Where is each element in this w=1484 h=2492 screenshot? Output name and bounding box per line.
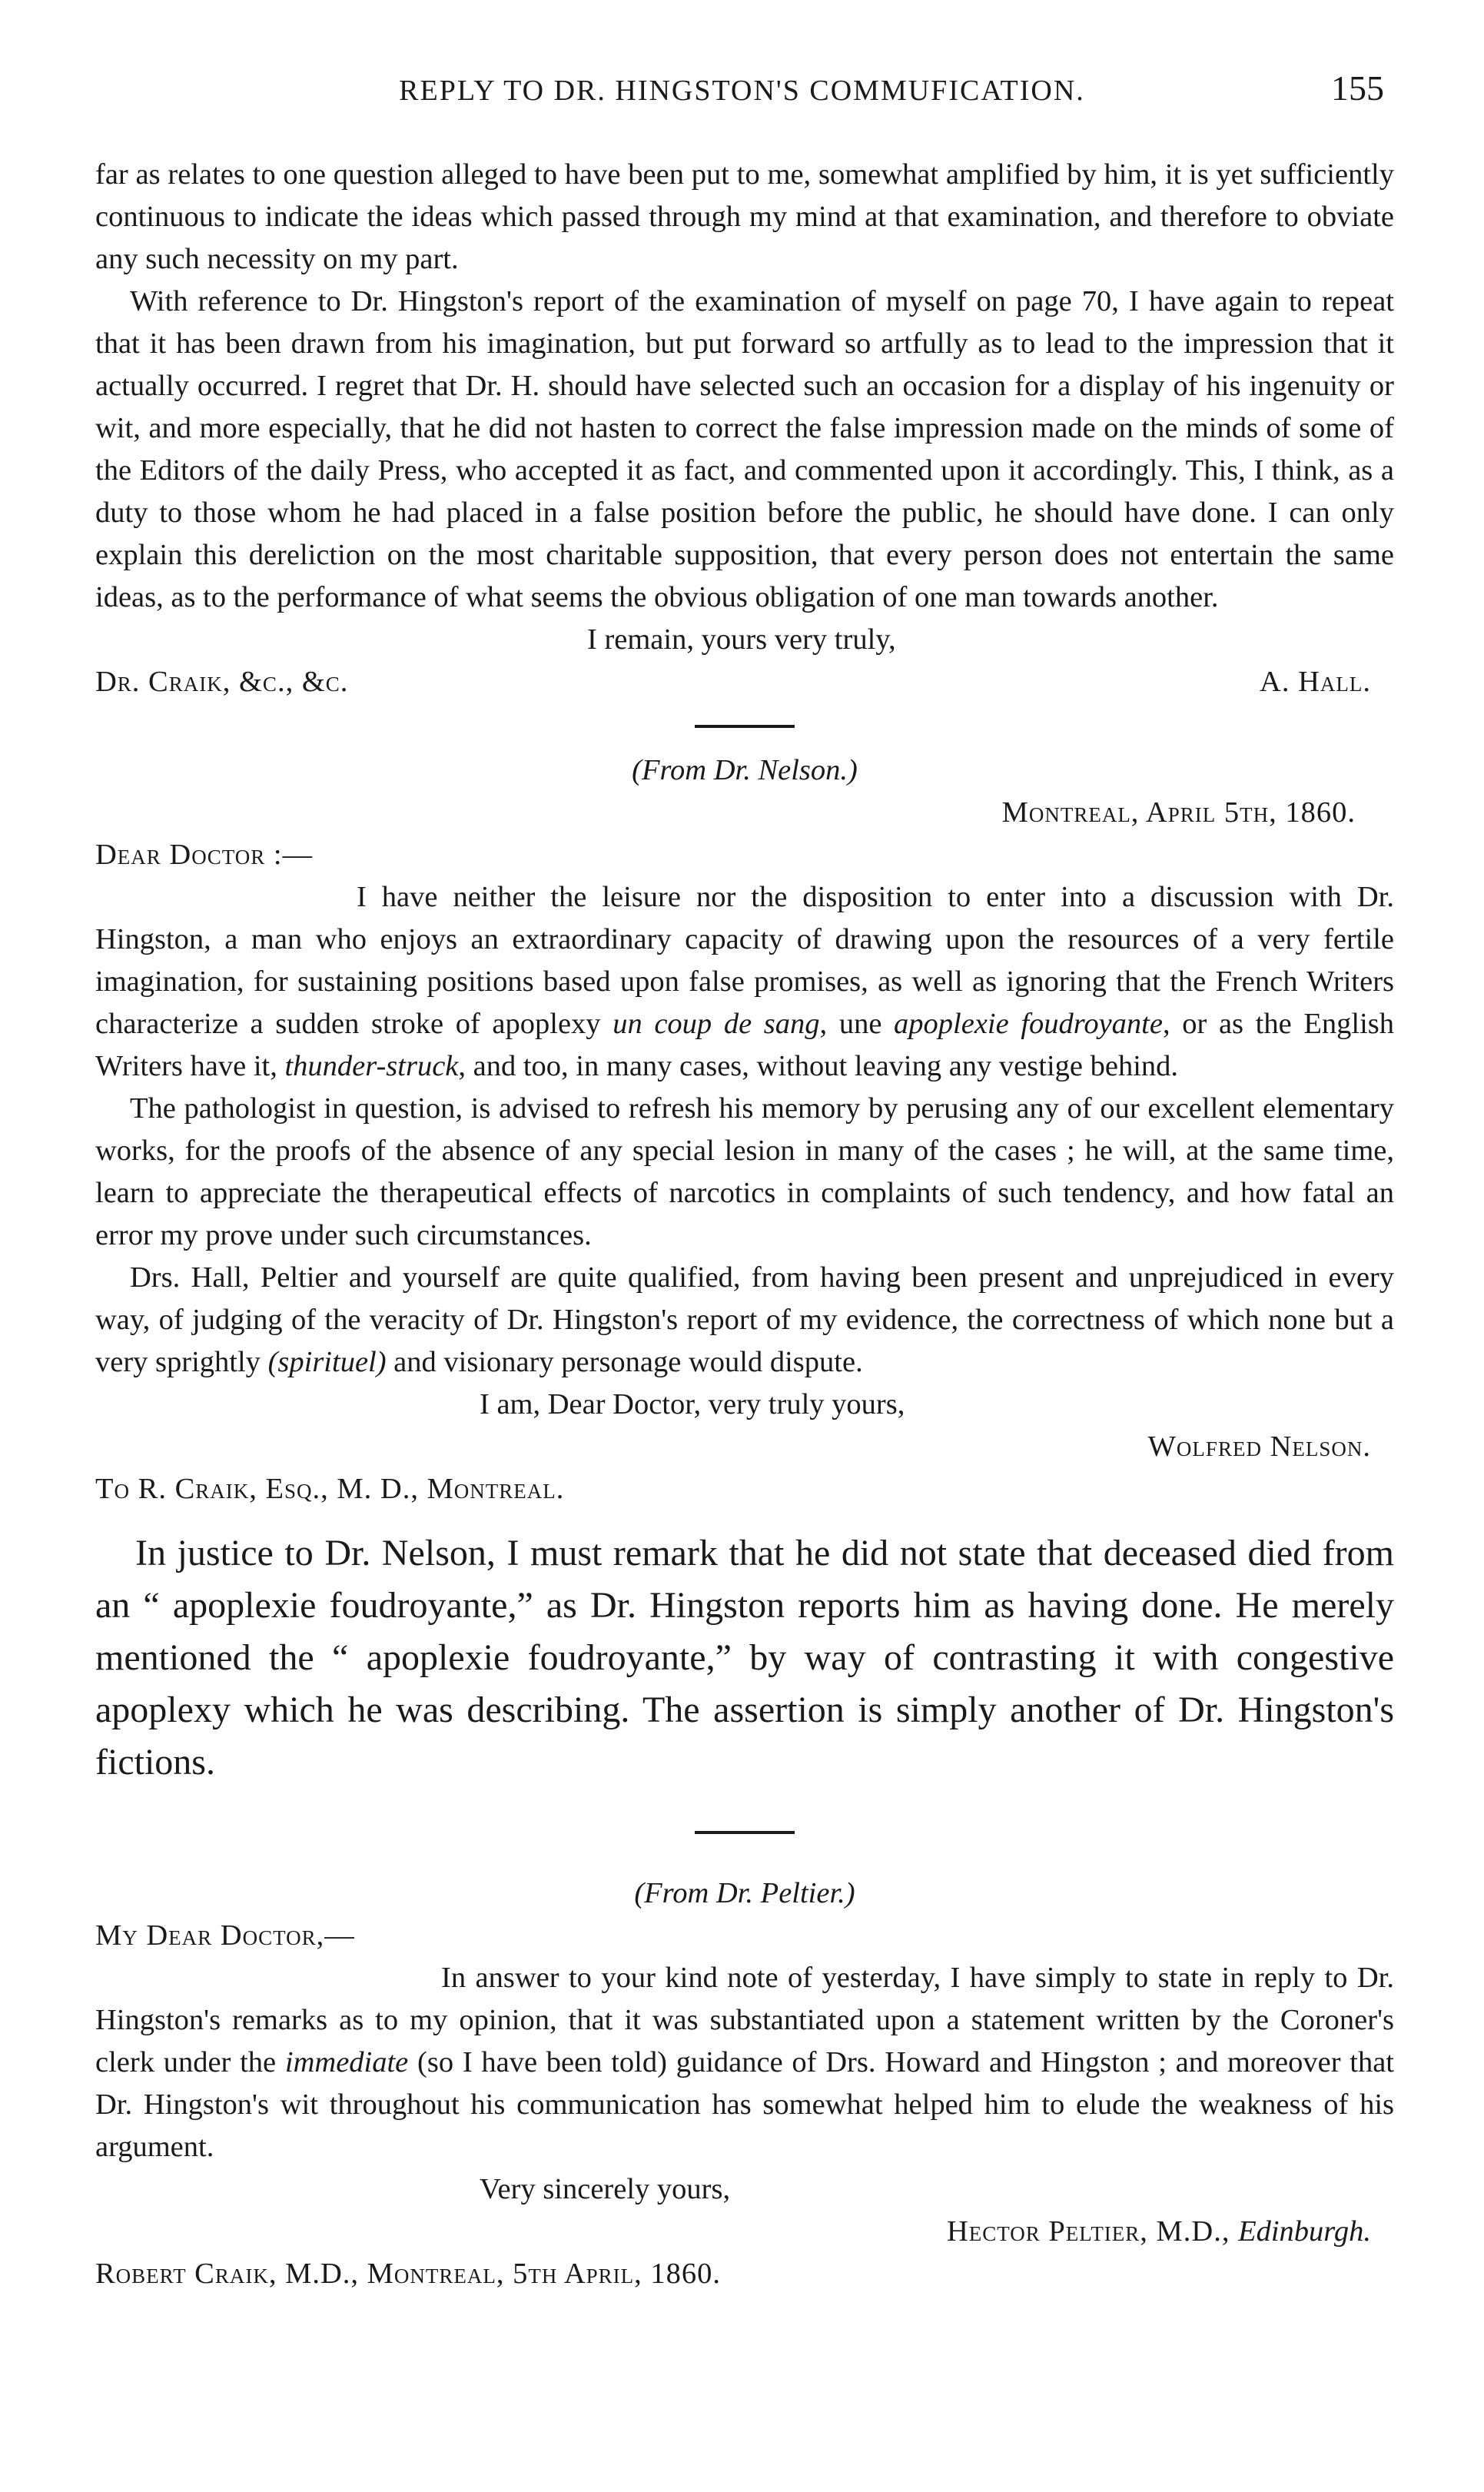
nelson-salutation: Dear Doctor :— — [95, 839, 314, 871]
peltier-heading: (From Dr. Peltier.) — [634, 1877, 855, 1909]
nelson-addressee: To R. Craik, Esq., M. D., Montreal. — [95, 1473, 565, 1505]
peltier-salutation-row — [95, 1915, 1394, 1957]
author-remark: In justice to Dr. Nelson, I must remark that he did not state that deceased died from an “ apoplexie foudroyante,” as Dr. Hingston reports him as having done. He merely mentioned the “ apoplexie foudroyante,” by way of contrasting it with congestive apoplexy which he was describing. The assertion is simply another of Dr. Hingston's fictions. — [95, 1533, 1394, 1783]
nelson-paragraph-1: I have neither the leisure nor the disposition to enter into a discussion with Dr. Hingston, a man who enjoys an extraordinary capacity of drawing upon the resources of a very fertile imagination, for sustaining positions based upon false promises, as well as ignoring that the French Writers characterize a sudden stroke of apoplexy un coup de sang, une apoplexie foudroyante, or as the English Writers have it, thunder-struck, and too, in many cases, without leaving any vestige behind. — [95, 881, 1394, 1082]
peltier-signature: Hector Peltier, M.D., Edinburgh. — [946, 2215, 1371, 2248]
nelson-dateline: Montreal, April 5th, 1860. — [1001, 796, 1356, 829]
nelson-signature: Wolfred Nelson. — [1147, 1430, 1371, 1463]
hall-closing-row — [95, 619, 1394, 661]
nelson-salutation-row — [95, 834, 1394, 876]
nelson-paragraph-2: The pathologist in question, is advised to refresh his memory by perusing any of our excellent elementary works, for the proofs of the absence of any special lesion in many of the cases ; he will, at the same time, learn to appreciate the therapeutical effects of narcotics in complaints of such tendency, and how fatal an error my prove under such circumstances. — [95, 1092, 1394, 1251]
peltier-addressee: Robert Craik, M.D., Montreal, 5th April, 1860. — [95, 2258, 722, 2290]
hall-closing: I remain, yours very truly, — [587, 623, 896, 656]
running-head — [100, 68, 1384, 121]
peltier-signature-row — [95, 2211, 1394, 2253]
peltier-salutation: My Dear Doctor,— — [95, 1919, 355, 1952]
nelson-heading: (From Dr. Nelson.) — [632, 754, 858, 786]
nelson-addressee-row — [95, 1468, 1394, 1510]
nelson-dateline-row — [95, 792, 1394, 834]
page-number: 155 — [1331, 68, 1384, 108]
nelson-signature-row — [95, 1426, 1394, 1468]
nelson-closing-row — [95, 1384, 1394, 1426]
peltier-closing-row — [95, 2168, 1394, 2211]
hall-signature-row — [95, 661, 1394, 703]
hall-paragraph-2: With reference to Dr. Hingston's report of the examination of myself on page 70, I have again to repeat that it has been drawn from his imagination, but put forward so artfully as to lead to the impression that it actually occurred. I regret that Dr. H. should have selected such an occasion for a display of his ingenuity or wit, and more especially, that he did not hasten to correct the false impression made on the minds of some of the Editors of the daily Press, who accepted it as fact, and commented upon it accordingly. This, I think, as a duty to those whom he had placed in a false position before the public, he should have done. I can only explain this dereliction on the most charitable supposition, that every person does not entertain the same ideas, as to the performance of what seems the obvious obligation of one man towards another. — [95, 285, 1394, 613]
peltier-paragraph: In answer to your kind note of yesterday, I have simply to state in reply to Dr. Hingston's remarks as to my opinion, that it was substantiated upon a statement written by the Coroner's clerk under the immediate (so I have been told) guidance of Drs. Howard and Hingston ; and moreover that Dr. Hingston's wit throughout his communication has somewhat helped him to elude the weakness of his argument. — [95, 1962, 1394, 2163]
hall-addressee: Dr. Craik, &c., &c. — [95, 666, 349, 698]
nelson-paragraph-3: Drs. Hall, Peltier and yourself are quite qualified, from having been present and unprejudiced in every way, of judging of the veracity of Dr. Hingston's report of my evidence, the correctness of which none but a very sprightly (spirituel) and visionary personage would dispute. — [95, 1261, 1394, 1378]
running-title: REPLY TO DR. HINGSTON'S COMMUFICATION. — [399, 75, 1085, 107]
page-body — [95, 154, 1394, 2295]
peltier-closing: Very sincerely yours, — [480, 2173, 731, 2205]
hall-paragraph-1: far as relates to one question alleged to have been put to me, somewhat amplified by him, it is yet sufficiently continuous to indicate the ideas which passed through my mind at that examination, and therefore to obviate any such necessity on my part. — [95, 158, 1394, 275]
hall-signature: A. Hall. — [1260, 666, 1371, 698]
peltier-addressee-row — [95, 2253, 1394, 2295]
nelson-closing: I am, Dear Doctor, very truly yours, — [480, 1388, 905, 1420]
